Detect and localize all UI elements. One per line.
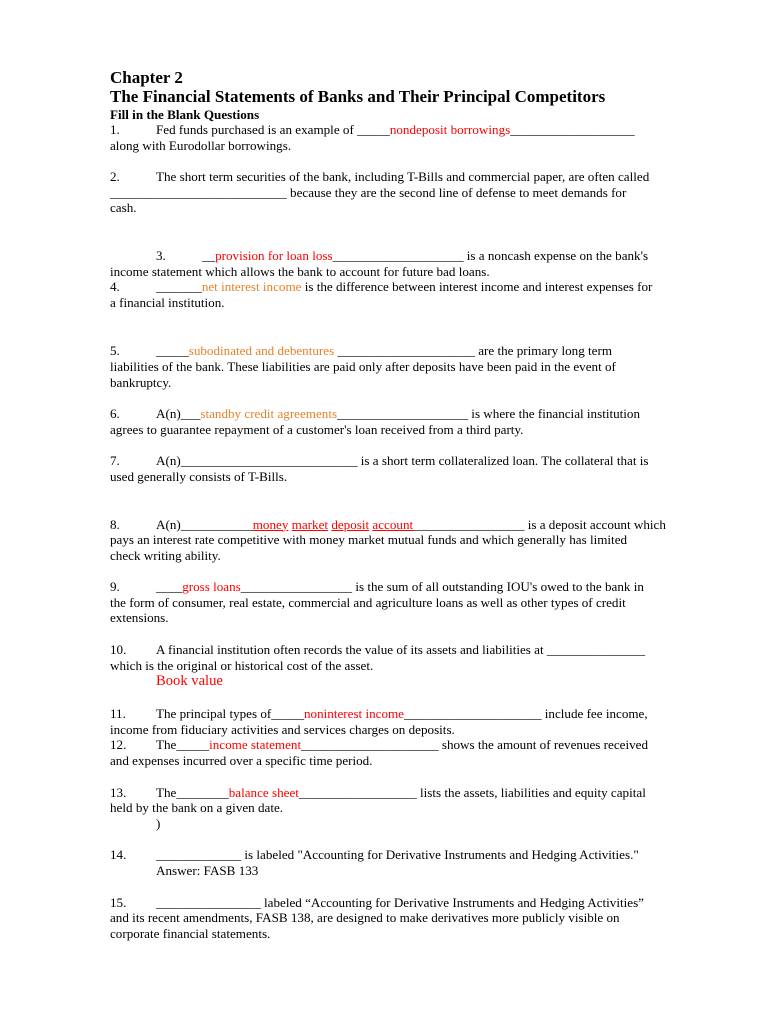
answer-text: Answer: FASB 133 bbox=[156, 863, 259, 878]
question-5: 5. _____subodinated and debentures _____________________ are the primary long term liabilities of the bank. These liabilities are paid only after deposits have been paid in the event of bankruptcy. bbox=[110, 343, 616, 390]
question-number: 6. bbox=[110, 406, 120, 422]
answer-text: subodinated and debentures bbox=[188, 343, 335, 359]
answer-text: net interest income bbox=[201, 279, 302, 295]
question-9: 9. ____gross loans_________________ is the sum of all outstanding IOU's owed to the bank in the form of consumer, real estate, commercial and agriculture loans as well as other types of credit extensions. bbox=[110, 579, 644, 626]
question-12: 12. The_____income statement_____________________ shows the amount of revenues received and expenses incurred over a specific time period. bbox=[110, 737, 649, 769]
question-number: 4. bbox=[110, 279, 120, 295]
question-number: 9. bbox=[110, 579, 120, 595]
answer-text: provision for loan loss bbox=[215, 247, 333, 263]
document-title: The Financial Statements of Banks and Their Principal Competitors bbox=[110, 87, 606, 106]
question-number: 3. bbox=[156, 247, 166, 263]
question-number: 10. bbox=[110, 642, 127, 658]
question-number: 14. bbox=[110, 847, 127, 863]
question-number: 7. bbox=[110, 453, 120, 469]
answer-text: noninterest income bbox=[304, 706, 404, 722]
question-number: 12. bbox=[110, 737, 127, 753]
document-page bbox=[110, 68, 700, 941]
answer-text: gross loans bbox=[182, 579, 241, 595]
question-number: 5. bbox=[110, 343, 120, 359]
question-8: 8. A(n)___________money market deposit account_________________ is a deposit account which pays an interest rate competitive with money market mutual funds and which generally has limited check writing ability. bbox=[110, 516, 666, 563]
answer-word: deposit bbox=[331, 516, 370, 532]
answer-word: account bbox=[372, 516, 414, 532]
question-15: 15. ________________ labeled “Accounting for Derivative Instruments and Hedging Activities” and its recent amendments, FASB 138, are designed to make derivatives more publicly visible on corporate financial statements. bbox=[110, 894, 644, 941]
answer-text: income statement bbox=[209, 737, 302, 753]
answer-text: balance sheet bbox=[228, 784, 299, 800]
question-14: 14. _____________ is labeled "Accounting for Derivative Instruments and Hedging Activities." Answer: FASB 133 bbox=[110, 847, 700, 878]
question-13: 13. The________balance sheet__________________ lists the assets, liabilities and equity capital held by the bank on a given date. ) bbox=[110, 784, 646, 831]
question-number: 11. bbox=[110, 706, 126, 722]
answer-text: nondeposit borrowings bbox=[389, 122, 511, 137]
question-2: 2. The short term securities of the bank, including T-Bills and commercial paper, are often called ___________________________ because they are the second line of defense to meet demands for cash. bbox=[110, 169, 650, 216]
question-7: 7. A(n)___________________________ is a short term collateralized loan. The collateral that is used generally consists of T-Bills. bbox=[110, 453, 649, 484]
question-number: 15. bbox=[110, 894, 127, 910]
question-6: 6. A(n)___standby credit agreements____________________ is where the financial institution agrees to guarantee repayment of a customer's loan received from a third party. bbox=[110, 406, 641, 437]
question-number: 13. bbox=[110, 784, 127, 800]
question-number: 8. bbox=[110, 516, 120, 532]
question-1: 1. Fed funds purchased is an example of _____nondeposit borrowings___________________ along with Eurodollar borrowings. bbox=[110, 122, 635, 153]
question-number: 1. bbox=[110, 122, 120, 137]
answer-text: standby credit agreements bbox=[200, 406, 338, 422]
chapter-heading: Chapter 2 bbox=[110, 68, 183, 87]
question-3: 3. __provision for loan loss____________________ is a noncash expense on the bank's income statement which allows the bank to account for future bad loans. bbox=[110, 247, 649, 279]
section-title: Fill in the Blank Questions bbox=[110, 107, 260, 122]
answer-word: money bbox=[252, 516, 289, 532]
answer-text: Book value bbox=[156, 673, 223, 690]
answer-word: market bbox=[291, 516, 329, 532]
question-10: 10. A financial institution often records the value of its assets and liabilities at _______________ which is the original or historical cost of the asset. Book value bbox=[110, 642, 700, 690]
question-number: 2. bbox=[110, 169, 120, 185]
question-11: 11. The principal types of_____noninterest income_____________________ include fee income, income from fiduciary activities and services charges on deposits. bbox=[110, 706, 648, 737]
question-4: 4. _______net interest income is the difference between interest income and interest expenses for a financial institution. bbox=[110, 279, 653, 310]
